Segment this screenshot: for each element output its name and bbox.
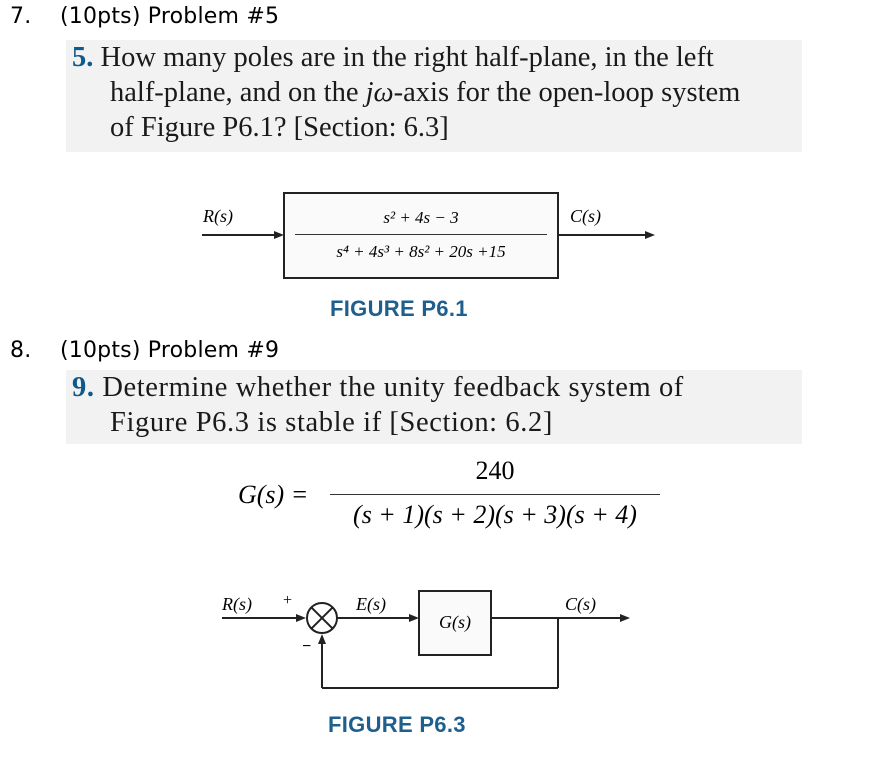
question-jw: jω [365,77,394,108]
tf-numerator: s² + 4s − 3 [383,208,459,227]
output-label: C(s) [570,206,601,226]
summing-junction-icon [307,603,337,633]
question-line-1: How many poles are in the right half-plane, in the left [100,42,714,73]
minus-sign: − [302,638,312,655]
problem-title: (10pts) Problem #5 [60,4,280,29]
problem-number: 8. [10,338,32,363]
question-line-2a: half-plane, and on the [110,77,366,108]
question-number: 5. [72,42,94,73]
problem-number: 7. [10,4,32,29]
question-line-2: Figure P6.3 is stable if [Section: 6.2] [110,407,553,438]
input-label: R(s) [203,206,233,226]
question-line-3: of Figure P6.1? [Section: 6.3] [110,112,449,143]
output-label: C(s) [565,594,596,614]
question-line-1: Determine whether the unity feedback system of [102,372,684,403]
figure-caption: FIGURE P6.3 [328,712,466,737]
question-line-2b: -axis for the open-loop system [393,77,741,108]
tf-denominator: s⁴ + 4s³ + 8s² + 20s +15 [336,242,506,261]
plus-sign: + [283,592,293,609]
block-label: G(s) [439,612,471,632]
equation-denominator: (s + 1)(s + 2)(s + 3)(s + 4) [353,500,637,529]
error-label: E(s) [356,594,386,614]
question-number: 9. [72,372,95,403]
problem-title: (10pts) Problem #9 [60,338,280,363]
input-label: R(s) [222,594,252,614]
figure-caption: FIGURE P6.1 [330,296,468,321]
equation-lhs: G(s) = [238,480,309,509]
equation-numerator: 240 [475,456,515,485]
